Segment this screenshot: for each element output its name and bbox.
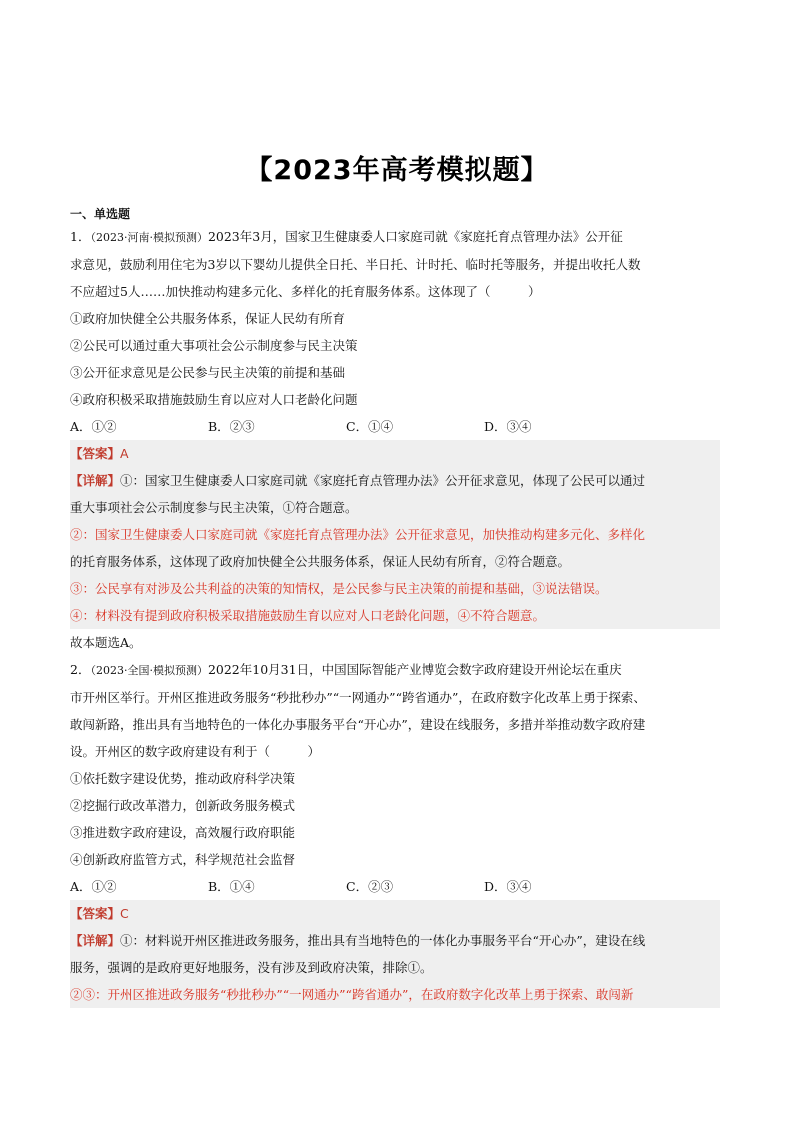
- choice-d: D．③④: [484, 879, 532, 894]
- statement-option: ③推进数字政府建设，高效履行政府职能: [70, 825, 296, 840]
- question-1: [70, 223, 720, 656]
- section-heading: 一、单选题: [70, 207, 131, 221]
- choice-b: B．②③: [208, 419, 255, 434]
- answer-value: C: [120, 906, 129, 921]
- question-2-stem-line-3: 敢闯新路，推出具有当地特色的一体化办事服务平台“开心办”，建设在线服务，多措并举推动数字政府建: [70, 717, 646, 732]
- question-1-stem-line-2: 求意见，鼓励利用住宅为3岁以下婴幼儿提供全日托、半日托、计时托、临时托等服务，并提出收托人数: [70, 257, 641, 272]
- detail-line: [70, 927, 720, 954]
- detail-line: 的托育服务体系，这体现了政府加快健全公共服务体系，保证人民幼有所育，②符合题意。: [70, 548, 720, 575]
- question-1-stem-line-1: [70, 223, 720, 251]
- statement-option: ②公民可以通过重大事项社会公示制度参与民主决策: [70, 338, 358, 353]
- question-1-stem-line-3: 不应超过5人……加快推动构建多元化、多样化的托育服务体系。这体现了（ ）: [70, 284, 541, 299]
- statement-option: ①依托数字建设优势，推动政府科学决策: [70, 771, 296, 786]
- question-2: [70, 656, 720, 1008]
- question-source: （2023·全国·模拟预测）: [90, 664, 208, 677]
- question-source: （2023·河南·模拟预测）: [90, 231, 208, 244]
- question-text: 2022年10月31日，中国国际智能产业博览会数字政府建设开州论坛在重庆: [207, 662, 622, 677]
- question-2-stem-line-1: [70, 656, 720, 684]
- page-title: 【2023年高考模拟题】: [245, 155, 549, 186]
- detail-line: 重大事项社会公示制度参与民主决策，①符合题意。: [70, 494, 720, 521]
- detail-line: ③：公民享有对涉及公共利益的决策的知情权，是公民参与民主决策的前提和基础，③说法错误。: [70, 575, 720, 602]
- statement-option: ①政府加快健全公共服务体系，保证人民幼有所育: [70, 311, 346, 326]
- detail-line: [70, 467, 720, 494]
- detail-label: 【详解】: [70, 933, 121, 948]
- answer-choices: [70, 413, 720, 440]
- choice-b: B．①④: [208, 879, 255, 894]
- detail-line: ②：国家卫生健康委人口家庭司就《家庭托育点管理办法》公开征求意见，加快推动构建多元化、多样化: [70, 521, 720, 548]
- detail-line: 服务，强调的是政府更好地服务，没有涉及到政府决策，排除①。: [70, 954, 720, 981]
- conclusion-line: 故本题选A。: [70, 635, 142, 650]
- question-number: 2．: [70, 662, 91, 677]
- answer-label: 【答案】: [70, 446, 121, 461]
- detail-label: 【详解】: [70, 473, 121, 488]
- document-content: [70, 205, 720, 1008]
- question-number: 1．: [70, 229, 91, 244]
- statement-option: ④政府积极采取措施鼓励生育以应对人口老龄化问题: [70, 392, 358, 407]
- answer-choices: [70, 873, 720, 900]
- statement-option: ②挖掘行政改革潜力，创新政务服务模式: [70, 798, 296, 813]
- answer-line: [70, 440, 720, 467]
- choice-a: A．①②: [70, 419, 117, 434]
- statement-option: ③公开征求意见是公民参与民主决策的前提和基础: [70, 365, 346, 380]
- choice-a: A．①②: [70, 879, 117, 894]
- question-2-stem-line-2: 市开州区举行。开州区推进政务服务“秒批秒办”“一网通办”“跨省通办”，在政府数字化改革上勇于探索、: [70, 690, 646, 705]
- choice-c: C．①④: [346, 419, 394, 434]
- answer-value: A: [120, 446, 129, 461]
- detail-line: ④：材料没有提到政府积极采取措施鼓励生育以应对人口老龄化问题，④不符合题意。: [70, 602, 720, 629]
- detail-text: ①：国家卫生健康委人口家庭司就《家庭托育点管理办法》公开征求意见，体现了公民可以通过: [120, 473, 646, 488]
- choice-c: C．②③: [346, 879, 394, 894]
- question-text: 2023年3月，国家卫生健康委人口家庭司就《家庭托育点管理办法》公开征: [207, 229, 623, 244]
- answer-line: [70, 900, 720, 927]
- choice-d: D．③④: [484, 419, 532, 434]
- detail-text: ①：材料说开州区推进政务服务，推出具有当地特色的一体化办事服务平台“开心办”，建设在线: [120, 933, 646, 948]
- question-2-stem-line-4: 设。开州区的数字政府建设有利于（ ）: [70, 744, 321, 759]
- answer-label: 【答案】: [70, 906, 121, 921]
- detail-line: ②③：开州区推进政务服务“秒批秒办”“一网通办”“跨省通办”，在政府数字化改革上勇于探索、敢闯新: [70, 981, 720, 1008]
- statement-option: ④创新政府监管方式，科学规范社会监督: [70, 852, 296, 867]
